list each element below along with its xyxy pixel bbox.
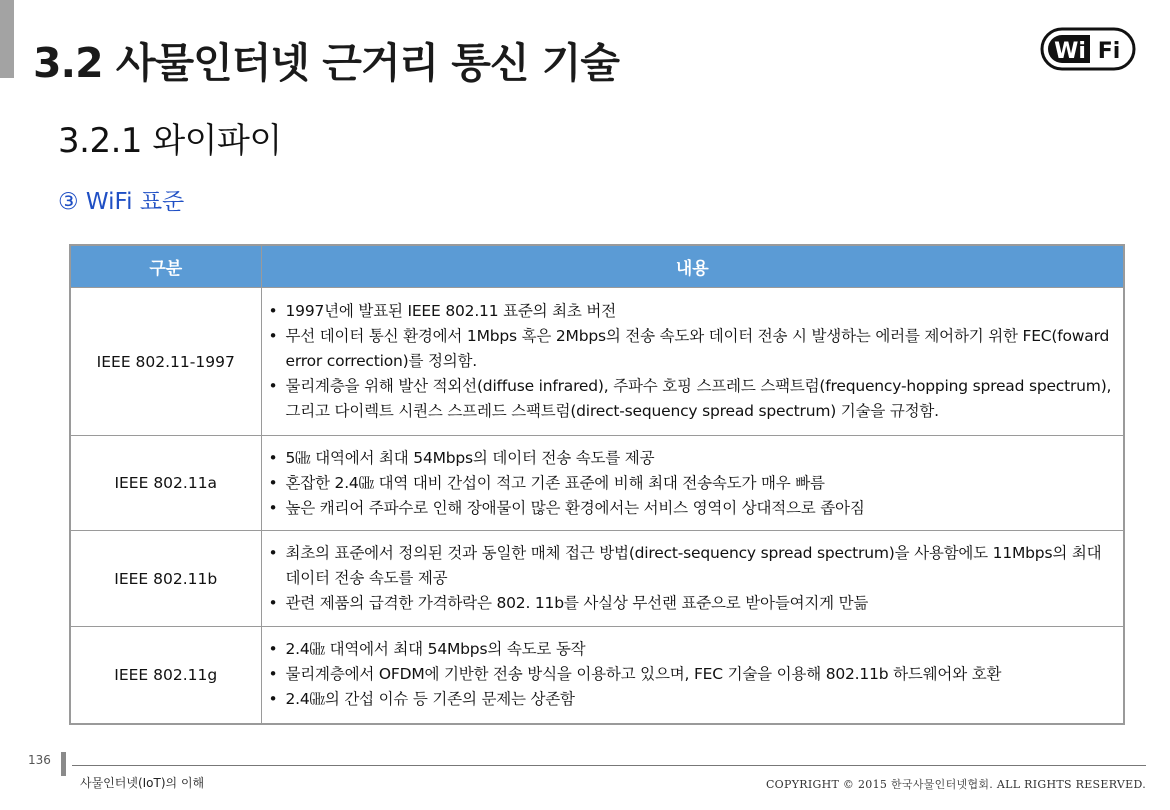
list-item: • 2.4㎓의 간섭 이슈 등 기존의 문제는 상존함 <box>268 687 1116 712</box>
standard-name: IEEE 802.11b <box>70 531 261 627</box>
bullet-list <box>268 637 1116 712</box>
standard-content <box>261 288 1124 436</box>
page-number: 136 <box>28 753 51 767</box>
header-category: 구분 <box>70 245 261 288</box>
standard-name: IEEE 802.11-1997 <box>70 288 261 436</box>
book-title: 사물인터넷(IoT)의 이해 <box>80 776 205 790</box>
list-item: • 물리계층에서 OFDM에 기반한 전송 방식을 이용하고 있으며, FEC 기술을 이용해 802.11b 하드웨어와 호환 <box>268 662 1116 687</box>
footer-marker <box>61 752 66 776</box>
standard-content <box>261 436 1124 531</box>
standard-name: IEEE 802.11g <box>70 627 261 724</box>
header-content: 내용 <box>261 245 1124 288</box>
list-item: • 혼잡한 2.4㎓ 대역 대비 간섭이 적고 기존 표준에 비해 최대 전송속도가 매우 빠름 <box>268 471 1116 496</box>
table-row <box>70 531 1124 627</box>
list-item: • 관련 제품의 급격한 가격하락은 802. 11b를 사실상 무선랜 표준으로 받아들여지게 만듦 <box>268 591 1116 616</box>
section-title: ③ WiFi 표준 <box>58 189 185 215</box>
wifi-logo <box>1040 27 1136 71</box>
bullet-list <box>268 446 1116 521</box>
wifi-logo-fi: Fi <box>1097 39 1121 64</box>
bullet-list <box>268 299 1116 424</box>
page-title: 3.2 사물인터넷 근거리 통신 기술 <box>33 39 619 87</box>
table-header-row <box>70 245 1124 288</box>
list-item: • 최초의 표준에서 정의된 것과 동일한 매체 접근 방법(direct-sequency spread spectrum)을 사용함에도 11Mbps의 최대 데이터 전송 속도를 제공 <box>268 541 1116 591</box>
table-row <box>70 627 1124 724</box>
list-item: • 1997년에 발표된 IEEE 802.11 표준의 최초 버전 <box>268 299 1116 324</box>
subsection-title: 3.2.1 와이파이 <box>58 121 282 161</box>
standard-content <box>261 627 1124 724</box>
list-item: • 5㎓ 대역에서 최대 54Mbps의 데이터 전송 속도를 제공 <box>268 446 1116 471</box>
table-row <box>70 436 1124 531</box>
table-row <box>70 288 1124 436</box>
footer-divider <box>72 765 1146 766</box>
wifi-logo-wi: Wi <box>1054 39 1086 64</box>
list-item: • 높은 캐리어 주파수로 인해 장애물이 많은 환경에서는 서비스 영역이 상대적으로 좁아짐 <box>268 496 1116 521</box>
list-item: • 무선 데이터 통신 환경에서 1Mbps 혹은 2Mbps의 전송 속도와 데이터 전송 시 발생하는 에러를 제어하기 위한 FEC(foward error correction)를 정의함. <box>268 324 1116 374</box>
title-accent-bar <box>0 0 14 78</box>
standard-content <box>261 531 1124 627</box>
list-item: • 2.4㎓ 대역에서 최대 54Mbps의 속도로 동작 <box>268 637 1116 662</box>
list-item: • 물리계층을 위해 발산 적외선(diffuse infrared), 주파수 호핑 스프레드 스팩트럼(frequency-hopping spread spectrum), 그리고 다이렉트 시퀀스 스프레드 스팩트럼(direct-sequency spread spectrum) 기술을 규정함. <box>268 374 1116 424</box>
copyright-notice: COPYRIGHT © 2015 한국사물인터넷협회. ALL RIGHTS RESERVED. <box>765 778 1146 791</box>
bullet-list <box>268 541 1116 616</box>
standard-name: IEEE 802.11a <box>70 436 261 531</box>
wifi-standards-table <box>69 244 1125 725</box>
